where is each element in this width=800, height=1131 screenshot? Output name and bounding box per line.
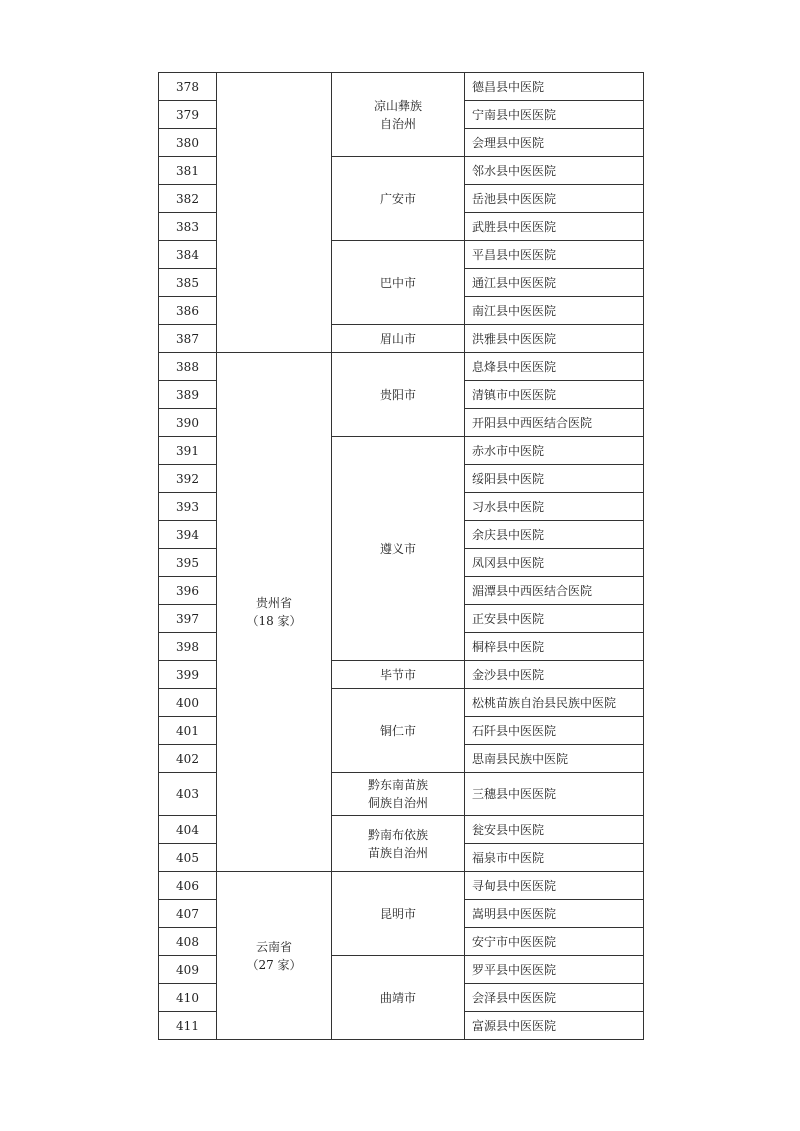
hospital-name: 绥阳县中医院 — [465, 465, 644, 493]
row-number: 389 — [159, 381, 217, 409]
province-name: 云南省 — [255, 939, 292, 954]
row-number: 386 — [159, 297, 217, 325]
city-cell — [332, 157, 465, 241]
row-number: 404 — [159, 816, 217, 844]
city-name-line: 眉山市 — [379, 331, 416, 346]
row-number: 408 — [159, 928, 217, 956]
row-number: 400 — [159, 689, 217, 717]
province-cell — [217, 353, 332, 872]
table-row — [159, 353, 644, 381]
city-name-line: 侗族自治州 — [367, 796, 428, 810]
hospital-name: 通江县中医医院 — [465, 269, 644, 297]
row-number: 410 — [159, 984, 217, 1012]
city-name-line: 凉山彝族 — [373, 98, 422, 113]
hospital-name: 嵩明县中医医院 — [465, 900, 644, 928]
row-number: 398 — [159, 633, 217, 661]
province-count: （18 家） — [246, 614, 302, 628]
hospital-name: 石阡县中医医院 — [465, 717, 644, 745]
city-name-line: 广安市 — [379, 191, 416, 206]
city-cell — [332, 816, 465, 872]
hospital-name: 寻甸县中医医院 — [465, 872, 644, 900]
row-number: 397 — [159, 605, 217, 633]
city-name-line: 巴中市 — [379, 275, 416, 290]
row-number: 384 — [159, 241, 217, 269]
row-number: 396 — [159, 577, 217, 605]
row-number: 385 — [159, 269, 217, 297]
city-name-line: 苗族自治州 — [367, 845, 428, 860]
city-cell — [332, 241, 465, 325]
hospital-name: 福泉市中医院 — [465, 844, 644, 872]
city-cell — [332, 437, 465, 661]
row-number: 405 — [159, 844, 217, 872]
hospital-name: 赤水市中医院 — [465, 437, 644, 465]
hospital-name: 岳池县中医医院 — [465, 185, 644, 213]
row-number: 399 — [159, 661, 217, 689]
row-number: 387 — [159, 325, 217, 353]
city-name-line: 遵义市 — [379, 541, 416, 556]
row-number: 407 — [159, 900, 217, 928]
city-cell — [332, 956, 465, 1040]
hospital-name: 富源县中医医院 — [465, 1012, 644, 1040]
hospital-name: 罗平县中医医院 — [465, 956, 644, 984]
table-row — [159, 73, 644, 101]
hospital-name: 洪雅县中医医院 — [465, 325, 644, 353]
hospital-name: 德昌县中医院 — [465, 73, 644, 101]
city-cell — [332, 661, 465, 689]
hospital-name: 邻水县中医医院 — [465, 157, 644, 185]
row-number: 391 — [159, 437, 217, 465]
city-cell — [332, 325, 465, 353]
row-number: 378 — [159, 73, 217, 101]
row-number: 403 — [159, 773, 217, 816]
row-number: 395 — [159, 549, 217, 577]
city-name-line: 黔东南苗族 — [367, 778, 428, 792]
hospital-name: 南江县中医医院 — [465, 297, 644, 325]
hospital-name: 三穗县中医医院 — [465, 773, 644, 816]
hospital-name: 开阳县中西医结合医院 — [465, 409, 644, 437]
city-name-line: 昆明市 — [379, 906, 416, 921]
city-name-line: 黔南布依族 — [367, 827, 428, 842]
hospital-name: 思南县民族中医院 — [465, 745, 644, 773]
hospital-name: 桐梓县中医院 — [465, 633, 644, 661]
hospital-name: 余庆县中医院 — [465, 521, 644, 549]
row-number: 390 — [159, 409, 217, 437]
hospital-name: 习水县中医院 — [465, 493, 644, 521]
row-number: 406 — [159, 872, 217, 900]
hospital-name: 金沙县中医院 — [465, 661, 644, 689]
province-cell — [217, 872, 332, 1040]
hospital-name: 会泽县中医医院 — [465, 984, 644, 1012]
hospital-name: 宁南县中医医院 — [465, 101, 644, 129]
row-number: 394 — [159, 521, 217, 549]
row-number: 383 — [159, 213, 217, 241]
hospital-name: 湄潭县中西医结合医院 — [465, 577, 644, 605]
city-cell — [332, 73, 465, 157]
city-name-line: 毕节市 — [379, 667, 416, 682]
city-name-line: 铜仁市 — [379, 723, 416, 738]
city-cell — [332, 353, 465, 437]
table-row — [159, 872, 644, 900]
province-cell — [217, 73, 332, 353]
city-cell — [332, 872, 465, 956]
row-number: 382 — [159, 185, 217, 213]
city-name-line: 曲靖市 — [379, 990, 416, 1005]
row-number: 392 — [159, 465, 217, 493]
province-name: 贵州省 — [255, 596, 292, 610]
row-number: 388 — [159, 353, 217, 381]
row-number: 380 — [159, 129, 217, 157]
hospital-name: 清镇市中医医院 — [465, 381, 644, 409]
row-number: 409 — [159, 956, 217, 984]
city-cell — [332, 689, 465, 773]
row-number: 401 — [159, 717, 217, 745]
hospital-name: 安宁市中医医院 — [465, 928, 644, 956]
hospital-name: 松桃苗族自治县民族中医院 — [465, 689, 644, 717]
hospital-name: 武胜县中医医院 — [465, 213, 644, 241]
row-number: 379 — [159, 101, 217, 129]
province-count: （27 家） — [246, 957, 302, 972]
city-name-line: 自治州 — [379, 116, 416, 131]
row-number: 381 — [159, 157, 217, 185]
city-cell — [332, 773, 465, 816]
row-number: 393 — [159, 493, 217, 521]
row-number: 411 — [159, 1012, 217, 1040]
hospital-name: 会理县中医院 — [465, 129, 644, 157]
hospital-name: 正安县中医院 — [465, 605, 644, 633]
row-number: 402 — [159, 745, 217, 773]
hospital-list-table — [158, 72, 644, 1040]
hospital-name: 息烽县中医医院 — [465, 353, 644, 381]
city-name-line: 贵阳市 — [379, 387, 416, 402]
hospital-name: 凤冈县中医院 — [465, 549, 644, 577]
hospital-name: 平昌县中医医院 — [465, 241, 644, 269]
hospital-name: 瓮安县中医院 — [465, 816, 644, 844]
